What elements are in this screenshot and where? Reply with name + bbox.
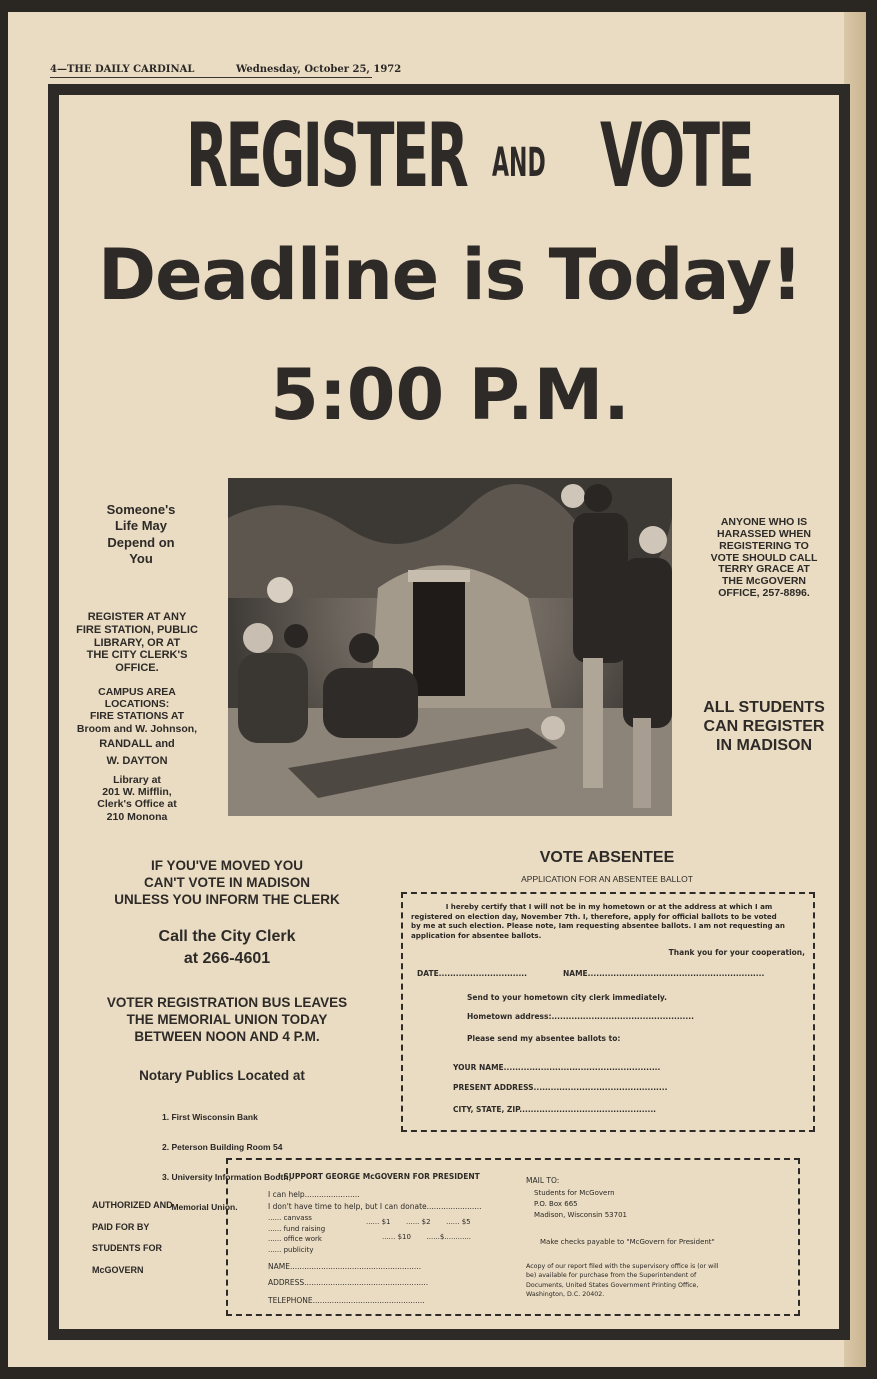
mail-address xyxy=(534,1188,627,1221)
absentee-title: VOTE ABSENTEE xyxy=(539,849,675,866)
coupon-title: I SUPPORT GEORGE McGOVERN FOR PRESIDENT xyxy=(278,1172,480,1181)
all-students-line: CAN REGISTER xyxy=(703,718,825,736)
coupon-telephone-field[interactable]: TELEPHONE............................................... xyxy=(268,1296,425,1305)
photo-scene xyxy=(228,478,672,816)
notary-item: 2. Peterson Building Room 54 xyxy=(162,1142,283,1153)
someone-line: Life May xyxy=(114,518,167,534)
someone-line: You xyxy=(129,550,153,566)
harassed-line: TERRY GRACE AT xyxy=(718,563,810,576)
certify-line: by me at such election. Please note, Iam requesting absentee ballots. I am not requesting an xyxy=(411,921,785,930)
library-line: 201 W. Mifflin, xyxy=(102,786,172,799)
mail-line: Students for McGovern xyxy=(534,1189,615,1197)
certify-line: application for absentee ballots. xyxy=(411,930,542,940)
notary-item: Memorial Union. xyxy=(162,1202,238,1213)
all-students-line: IN MADISON xyxy=(716,737,812,755)
certify-line: I hereby certify that I will not be in my hometown or at the address at which I am xyxy=(445,902,773,911)
harassed-line: HARASSED WHEN xyxy=(717,527,811,540)
campus-line: LOCATIONS: xyxy=(104,698,170,711)
someone-text xyxy=(88,502,194,567)
notary-item: 3. University Information Booth, xyxy=(162,1172,291,1183)
moved-line: UNLESS YOU INFORM THE CLERK xyxy=(114,891,340,907)
harassed-line: ANYONE WHO IS xyxy=(720,516,808,528)
present-address-field[interactable]: PRESENT ADDRESS............................................... xyxy=(453,1083,668,1092)
bus-line: BETWEEN NOON AND 4 P.M. xyxy=(134,1028,320,1044)
name-field[interactable]: NAME.............................................................. xyxy=(563,969,765,978)
deadline-time: 5:00 P.M. xyxy=(270,354,630,436)
option-publicity[interactable]: ...... publicity xyxy=(268,1245,314,1254)
option-canvass[interactable]: ...... canvass xyxy=(268,1214,312,1222)
headline-and: AND xyxy=(492,140,546,186)
report-line: Acopy of our report filed with the supervisory office is (or will xyxy=(526,1263,719,1270)
bus-line: VOTER REGISTRATION BUS LEAVES xyxy=(106,995,348,1010)
authorized-line: PAID FOR BY xyxy=(92,1221,150,1232)
all-students-line: ALL STUDENTS xyxy=(703,699,825,716)
moved-text xyxy=(82,858,372,909)
page-date: Wednesday, October 25, 1972 xyxy=(236,64,402,75)
campus-line: Broom and W. Johnson, xyxy=(76,722,198,735)
library-line: Library at xyxy=(113,774,161,786)
donate-field[interactable]: I don't have time to help, but I can donate....................... xyxy=(268,1202,482,1211)
headline-vote: VOTE xyxy=(600,104,753,207)
date-field[interactable]: DATE............................... xyxy=(417,969,528,978)
register-at-line: REGISTER AT ANY xyxy=(87,611,187,623)
campus-line: CAMPUS AREA xyxy=(98,686,176,698)
thanks-text: Thank you for your cooperation, xyxy=(668,948,805,957)
please-send-text: Please send my absentee ballots to: xyxy=(467,1034,621,1043)
headline-register: REGISTER xyxy=(186,104,467,207)
dayton-text: W. DAYTON xyxy=(106,755,168,767)
authorized-text xyxy=(92,1195,173,1281)
news-photo xyxy=(228,478,672,816)
someone-line: Someone's xyxy=(106,502,176,517)
help-field[interactable]: I can help....................... xyxy=(268,1190,360,1199)
certify-line: registered on election day, November 7th. I, therefore, apply for official ballots to be voted xyxy=(411,911,777,921)
register-at-line: FIRE STATION, PUBLIC xyxy=(76,623,198,636)
authorized-line: AUTHORIZED AND xyxy=(92,1200,173,1210)
your-name-field[interactable]: YOUR NAME....................................................... xyxy=(453,1063,661,1072)
report-text xyxy=(526,1262,764,1300)
amounts-row-1[interactable]: ...... $1 ...... $2 ...... $5 xyxy=(366,1218,471,1226)
city-state-zip-field[interactable]: CITY, STATE, ZIP................................................ xyxy=(453,1105,657,1114)
send-text: Send to your hometown city clerk immediately. xyxy=(467,993,667,1002)
notary-item: 1. First Wisconsin Bank xyxy=(162,1112,258,1123)
someone-line: Depend on xyxy=(107,534,175,550)
harassed-line: REGISTERING TO xyxy=(719,539,809,552)
notary-title: Notary Publics Located at xyxy=(139,1068,305,1083)
moved-line: CAN'T VOTE IN MADISON xyxy=(144,874,310,890)
library-line: 210 Monona xyxy=(106,810,168,823)
harassed-line: VOTE SHOULD CALL xyxy=(710,551,818,564)
option-office-work[interactable]: ...... office work xyxy=(268,1235,322,1243)
checks-text: Make checks payable to "McGovern for President" xyxy=(540,1238,715,1246)
moved-line: IF YOU'VE MOVED YOU xyxy=(151,858,303,873)
register-at-text xyxy=(62,611,212,675)
bus-line: THE MEMORIAL UNION TODAY xyxy=(126,1011,328,1027)
authorized-line: STUDENTS FOR xyxy=(92,1243,163,1254)
option-fund-raising[interactable]: ...... fund raising xyxy=(268,1224,326,1233)
campus-text xyxy=(64,686,210,735)
page-label: 4—THE DAILY CARDINAL xyxy=(50,64,195,75)
register-at-line: THE CITY CLERK'S xyxy=(86,649,188,662)
register-at-line: OFFICE. xyxy=(115,662,159,674)
call-line: Call the City Clerk xyxy=(158,928,296,945)
mail-line: Madison, Wisconsin 53701 xyxy=(534,1210,627,1219)
hometown-field[interactable]: Hometown address:.................................................. xyxy=(467,1012,694,1021)
support-coupon xyxy=(226,1158,800,1316)
harassed-line: THE McGOVERN xyxy=(721,575,806,588)
mail-line: P.O. Box 665 xyxy=(534,1199,578,1208)
campus-line: FIRE STATIONS AT xyxy=(89,710,185,723)
bus-text xyxy=(72,995,382,1046)
mail-to-label: MAIL TO: xyxy=(526,1176,560,1185)
call-line: at 266-4601 xyxy=(183,949,271,967)
coupon-address-field[interactable]: ADDRESS.................................................... xyxy=(268,1278,429,1287)
help-options xyxy=(268,1213,325,1255)
harassed-line: OFFICE, 257-8896. xyxy=(718,587,810,600)
page-folio xyxy=(50,64,402,78)
amounts-row-2[interactable]: ...... $10 ......$............ xyxy=(382,1233,472,1241)
absentee-subtitle: APPLICATION FOR AN ABSENTEE BALLOT xyxy=(521,874,693,884)
library-line: Clerk's Office at xyxy=(97,798,177,811)
authorized-line: McGOVERN xyxy=(92,1264,144,1275)
deadline-headline: Deadline is Today! xyxy=(98,234,802,316)
library-text xyxy=(64,774,210,823)
call-clerk-text xyxy=(82,926,372,969)
report-line: be) available for purchase from the Superintendent of xyxy=(526,1272,697,1280)
certify-text xyxy=(411,902,807,940)
all-students-text xyxy=(684,698,844,756)
harassed-text xyxy=(684,517,844,600)
register-at-line: LIBRARY, OR AT xyxy=(93,636,181,649)
report-line: Washington, D.C. 20402. xyxy=(526,1291,605,1299)
randall-text: RANDALL and xyxy=(99,738,175,750)
report-line: Documents, United States Government Printing Office, xyxy=(526,1281,699,1289)
coupon-name-field[interactable]: NAME....................................................... xyxy=(268,1262,422,1271)
absentee-form xyxy=(401,892,815,1132)
